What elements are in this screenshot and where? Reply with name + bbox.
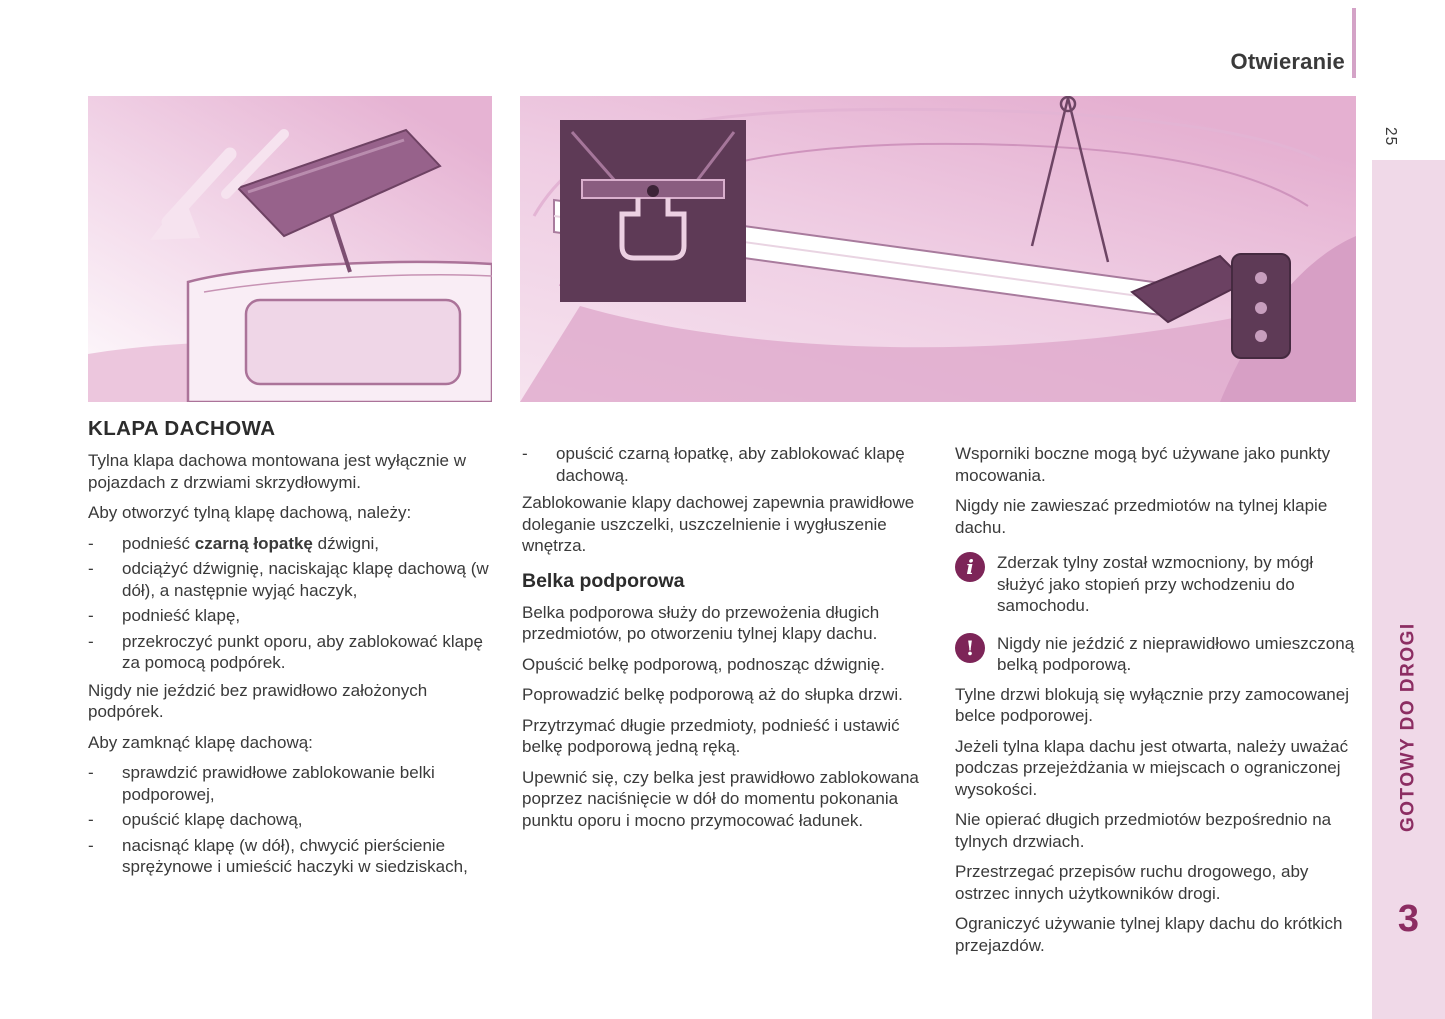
close-steps-list [88,762,492,878]
paragraph: Aby otworzyć tylną klapę dachową, należy: [88,503,412,522]
subsection-title: Belka podporowa [522,569,685,592]
paragraph: Ograniczyć używanie tylnej klapy dachu do krótkich przejazdów. [955,914,1343,955]
list-item [88,631,492,674]
bullet-dash: - [88,559,94,578]
header-divider [1352,8,1356,78]
bullet-dash: - [88,810,94,829]
paragraph: Opuścić belkę podporową, podnosząc dźwignię. [522,654,885,674]
paragraph: Zablokowanie klapy dachowej zapewnia prawidłowe doleganie uszczelki, uszczelnienie i wygłuszenie wnętrza. [522,493,915,555]
paragraph: Przytrzymać długie przedmioty, podnieść i ustawić belkę podporową jedną ręką. [522,715,900,756]
open-steps-list [88,533,492,674]
text-run: dźwigni, [312,533,380,553]
list-item-text: nacisnąć klapę (w dół), chwycić pierścienie sprężynowe i umieścić haczyki w siedziskach, [122,835,468,876]
text-run: podnieść [122,533,195,553]
list-item-text: podnieść klapę, [122,606,241,625]
chapter-tab-label: GOTOWY DO DROGI [1397,622,1419,833]
paragraph: Poprowadzić belkę podporową aż do słupka drzwi. [522,685,903,704]
list-item [88,835,492,878]
paragraph: Nie opierać długich przedmiotów bezpośrednio na tylnych drzwiach. [955,810,1332,851]
bullet-dash: - [522,444,528,463]
page-number: 25 [1382,127,1399,147]
paragraph: Wsporniki boczne mogą być używane jako punkty mocowania. [955,444,1331,485]
bullet-dash: - [88,763,94,782]
bullet-dash: - [88,533,94,553]
info-note-text: Zderzak tylny został wzmocniony, by mógł służyć jako stopień przy wchodzeniu do samochodu. [997,553,1314,615]
info-note [955,552,1363,617]
list-item-text: opuścić klapę dachową, [122,810,303,829]
paragraph: Przestrzegać przepisów ruchu drogowego, aby ostrzec innych użytkowników drogi. [955,862,1309,903]
paragraph: Belka podporowa służy do przewożenia długich przedmiotów, po otworzeniu tylnej klapy dachu. [522,602,880,643]
list-item-text: przekroczyć punkt oporu, aby zablokować klapę za pomocą podpórek. [122,631,483,672]
paragraph: Nigdy nie jeździć bez prawidłowo założonych podpórek. [88,680,428,721]
paragraph: Tylne drzwi blokują się wyłącznie przy zamocowanej belce podporowej. [955,684,1349,725]
paragraph: Nigdy nie zawieszać przedmiotów na tylnej klapie dachu. [955,496,1328,537]
list-item [88,558,492,601]
chapter-number: 3 [1397,898,1420,940]
bullet-dash: - [88,835,94,855]
section-title: KLAPA DACHOWA [88,417,276,440]
page-title: Otwieranie [1230,49,1345,74]
paragraph: Upewnić się, czy belka jest prawidłowo zablokowana poprzez naciśnięcie w dół do momentu pokonania punktu oporu i mocno przymocować ładunek. [522,767,919,830]
continued-steps-list [522,443,924,486]
list-item [88,605,492,627]
list-item [522,443,924,486]
column-right [955,443,1363,965]
bullet-dash: - [88,631,94,651]
illustration-support-beam [520,96,1356,402]
list-item-text [122,533,492,555]
warning-note-text: Nigdy nie jeździć z nieprawidłowo umieszczoną belką podporową. [997,633,1355,674]
list-item-text: odciążyć dźwignię, naciskając klapę dachową (w dół), a następnie wyjąć haczyk, [122,559,489,600]
list-item-text: sprawdzić prawidłowe zablokowanie belki podporowej, [122,763,435,804]
paragraph: Jeżeli tylna klapa dachu jest otwarta, należy uważać podczas przejeżdżania w miejscach o ograniczonej wysokości. [955,736,1349,799]
list-item [88,762,492,805]
warning-note [955,633,1363,676]
roof-flap-graphic [88,96,492,402]
illustration-roof-flap [88,96,492,402]
bullet-dash: - [88,606,94,625]
support-beam-graphic [520,96,1356,402]
list-item-text: opuścić czarną łopatkę, aby zablokować klapę dachową. [556,444,905,485]
list-item [88,533,492,555]
column-middle [522,443,924,840]
list-item [88,809,492,831]
info-icon: i [955,552,985,582]
chapter-tab [1372,160,1445,1019]
warning-icon: ! [955,633,985,663]
paragraph: Aby zamknąć klapę dachową: [88,732,313,752]
text-run-bold: czarną łopatkę [194,533,313,553]
paragraph: Tylna klapa dachowa montowana jest wyłącznie w pojazdach z drzwiami skrzydłowymi. [88,451,466,492]
column-left [88,417,492,884]
